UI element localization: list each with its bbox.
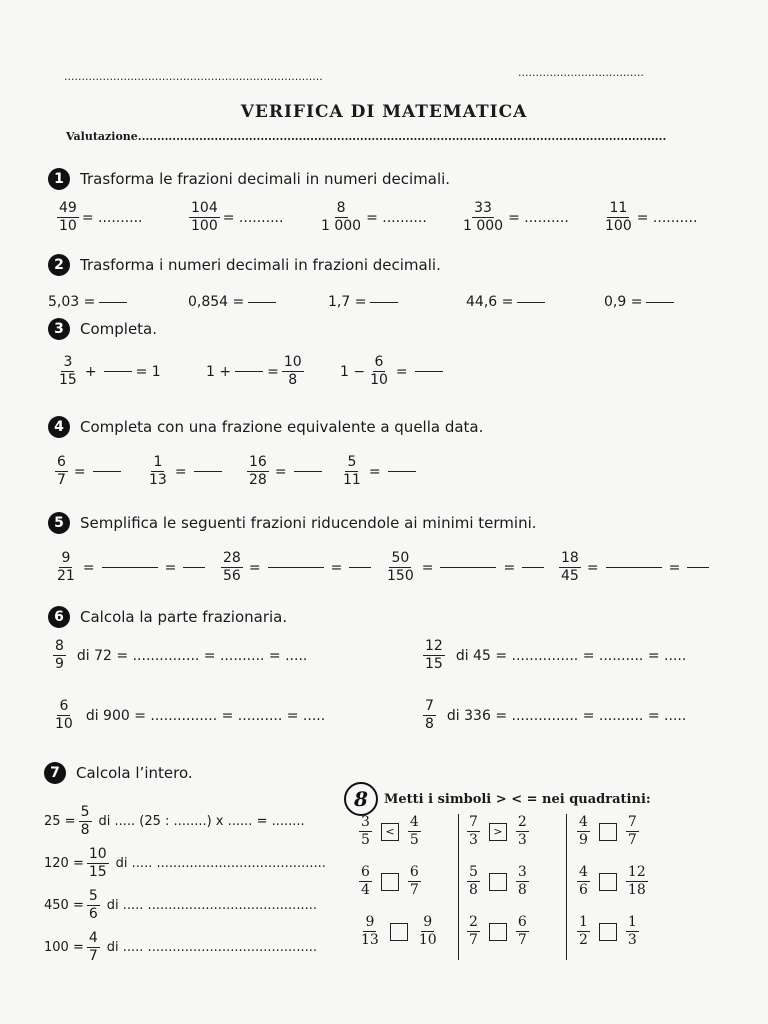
- fraction: $\frac{16}{28}$: [249, 454, 267, 488]
- name-dots[interactable]: ..........................................................................: [64, 70, 323, 83]
- fraction: $\frac{9}{10}$: [418, 914, 437, 948]
- comparison-item: [356, 864, 424, 899]
- fraction: $\frac{4}{6}$: [579, 864, 588, 898]
- answer-line: [194, 471, 222, 472]
- symbol-box[interactable]: [489, 873, 507, 891]
- fraction: $\frac{4}{9}$: [579, 814, 588, 848]
- ex5-item-1[interactable]: $\frac{9}{21}$ = =: [52, 550, 209, 585]
- ex2-instruction: Trasforma i numeri decimali in frazioni decimali.: [80, 256, 441, 274]
- answer-line: [522, 567, 544, 568]
- ex1-item-3[interactable]: [316, 200, 427, 235]
- fraction: $\frac{49}{10}$: [59, 200, 77, 234]
- grid-divider: [566, 814, 567, 960]
- ex2-number: 2: [48, 254, 70, 276]
- fraction: $\frac{28}{56}$: [223, 550, 241, 584]
- answer-line: [235, 371, 263, 372]
- fraction: $\frac{10}{15}$: [88, 846, 107, 880]
- fraction: $\frac{7}{7}$: [627, 814, 637, 848]
- fraction: $\frac{6}{4}$: [361, 864, 370, 898]
- comparison-item: [356, 814, 424, 849]
- ex1-item-4[interactable]: [458, 200, 569, 235]
- fraction: $\frac{1}{2}$: [579, 914, 588, 948]
- fraction: $\frac{9}{13}$: [361, 914, 379, 948]
- ex7-row-4[interactable]: 100 = $\frac{4}{7}$ di ..... .........................................: [44, 930, 317, 964]
- ex8-number: 8: [344, 782, 378, 816]
- comparison-item: [464, 914, 532, 949]
- fraction: $\frac{5}{6}$: [88, 888, 98, 922]
- comparison-item: [464, 814, 532, 849]
- comparison-item: [574, 914, 642, 949]
- answer-line: [248, 302, 276, 303]
- ex1-instruction: Trasforma le frazioni decimali in numeri decimali.: [80, 170, 451, 188]
- answer-dots: = ..........: [222, 209, 284, 226]
- ex1-item-1[interactable]: [54, 200, 143, 235]
- ex7-row-3[interactable]: 450 = $\frac{5}{6}$ di ..... .........................................: [44, 888, 317, 922]
- fraction: $\frac{4}{7}$: [88, 930, 98, 964]
- answer-line: [102, 567, 158, 568]
- fraction: $\frac{1}{13}$: [149, 454, 167, 488]
- fraction: $\frac{6}{7}$: [517, 914, 527, 948]
- ex5-number: 5: [48, 512, 70, 534]
- ex2-item-5[interactable]: 0,9 =: [604, 294, 678, 310]
- symbol-box[interactable]: [489, 923, 507, 941]
- ex3-item-a[interactable]: $\frac{3}{15}$ + = 1: [59, 354, 161, 388]
- fraction: $\frac{3}{8}$: [517, 864, 527, 898]
- answer-dots: = ..........: [636, 209, 698, 226]
- fraction: $\frac{9}{21}$: [57, 550, 75, 584]
- ex2-item-1[interactable]: 5,03 =: [48, 294, 131, 310]
- ex6-instruction: Calcola la parte frazionaria.: [80, 608, 288, 626]
- fraction: $\frac{3}{5}$: [361, 814, 370, 848]
- valutazione-line: Valutazione..........................................................................................................................................: [66, 130, 667, 143]
- fraction: $\frac{33}{1 000}$: [463, 200, 504, 234]
- ex8-instruction: Metti i simboli > < = nei quadratini:: [384, 791, 651, 807]
- comparison-item: [574, 864, 651, 899]
- answer-line: [183, 567, 205, 568]
- ex2-item-4[interactable]: 44,6 =: [466, 294, 549, 310]
- ex7-number: 7: [44, 762, 66, 784]
- ex4-item-4[interactable]: $\frac{5}{11}$ =: [338, 454, 420, 489]
- answer-line: [388, 471, 416, 472]
- fraction: $\frac{7}{8}$: [425, 698, 434, 732]
- answer-line: [268, 567, 324, 568]
- answer-line: [606, 567, 662, 568]
- fraction: $\frac{6}{10}$: [370, 354, 388, 388]
- symbol-box[interactable]: [381, 873, 399, 891]
- fraction: $\frac{12}{18}$: [627, 864, 646, 898]
- date-dots[interactable]: ....................................: [518, 66, 644, 79]
- symbol-box[interactable]: [599, 873, 617, 891]
- comparison-item: [574, 814, 642, 849]
- fraction: $\frac{5}{8}$: [469, 864, 478, 898]
- answer-line: [646, 302, 674, 303]
- fraction: $\frac{6}{7}$: [57, 454, 66, 488]
- symbol-box[interactable]: [599, 923, 617, 941]
- fraction: $\frac{50}{150}$: [387, 550, 414, 584]
- ex3-header: [48, 318, 157, 340]
- ex4-item-3[interactable]: $\frac{16}{28}$ =: [244, 454, 326, 489]
- ex4-number: 4: [48, 416, 70, 438]
- fraction: $\frac{4}{5}$: [409, 814, 419, 848]
- fraction: $\frac{2}{3}$: [517, 814, 527, 848]
- ex4-item-1[interactable]: $\frac{6}{7}$ =: [52, 454, 125, 489]
- answer-line: [349, 567, 371, 568]
- ex3-number: 3: [48, 318, 70, 340]
- ex1-item-2[interactable]: [186, 200, 283, 235]
- fraction: $\frac{8}{9}$: [55, 638, 64, 672]
- ex5-header: [48, 512, 537, 534]
- ex8-header: [344, 782, 651, 816]
- fraction: $\frac{5}{11}$: [343, 454, 361, 488]
- answer-line: [99, 302, 127, 303]
- answer-line: [104, 371, 132, 372]
- ex7-row-1[interactable]: 25 = $\frac{5}{8}$ di ..... (25 : ........) x ...... = ........: [44, 804, 305, 838]
- ex4-header: [48, 416, 483, 438]
- ex3-item-c[interactable]: 1 − $\frac{6}{10}$ =: [340, 354, 447, 389]
- ex4-instruction: Completa con una frazione equivalente a quella data.: [80, 418, 484, 436]
- fraction: $\frac{10}{8}$: [283, 354, 302, 388]
- ex1-header: [48, 168, 450, 190]
- page-title: VERIFICA DI MATEMATICA: [240, 102, 528, 122]
- fraction: $\frac{3}{15}$: [59, 354, 77, 388]
- symbol-box[interactable]: [599, 823, 617, 841]
- fraction: $\frac{104}{100}$: [191, 200, 218, 234]
- comparison-item: [356, 914, 442, 949]
- grid-divider: [458, 814, 459, 960]
- answer-line: [294, 471, 322, 472]
- ex7-row-2[interactable]: 120 = $\frac{10}{15}$ di ..... .........................................: [44, 846, 326, 880]
- ex5-instruction: Semplifica le seguenti frazioni riducendole ai minimi termini.: [80, 514, 537, 532]
- fraction: $\frac{1}{3}$: [627, 914, 637, 948]
- answer-line: [440, 567, 496, 568]
- fraction: $\frac{11}{100}$: [605, 200, 632, 234]
- fraction: $\frac{18}{45}$: [561, 550, 579, 584]
- ex7-header: [44, 762, 193, 784]
- ex2-item-3[interactable]: 1,7 =: [328, 294, 402, 310]
- ex5-item-4[interactable]: $\frac{18}{45}$ = =: [556, 550, 713, 585]
- ex5-item-2[interactable]: $\frac{28}{56}$ = =: [218, 550, 375, 585]
- ex6-item-1[interactable]: $\frac{8}{9}$ di 72 = ............... = .......... = .....: [55, 638, 308, 672]
- fraction: $\frac{7}{3}$: [469, 814, 478, 848]
- ex6-item-4[interactable]: $\frac{7}{8}$ di 336 = ............... = .......... = .....: [425, 698, 687, 732]
- fraction: $\frac{2}{7}$: [469, 914, 478, 948]
- ex6-header: [48, 606, 287, 628]
- ex7-instruction: Calcola l’intero.: [76, 764, 193, 782]
- fraction: $\frac{6}{7}$: [409, 864, 419, 898]
- answer-line: [687, 567, 709, 568]
- ex6-item-3[interactable]: $\frac{6}{10}$ di 900 = ............... = .......... = .....: [55, 698, 326, 732]
- answer-dots: = ..........: [508, 209, 569, 226]
- fraction: $\frac{6}{10}$: [55, 698, 73, 732]
- fraction: $\frac{5}{8}$: [80, 804, 90, 838]
- answer-line: [93, 471, 121, 472]
- symbol-box[interactable]: <: [381, 823, 399, 841]
- ex5-item-3[interactable]: $\frac{50}{150}$ = =: [382, 550, 548, 585]
- ex2-header: [48, 254, 441, 276]
- fraction: $\frac{8}{1 000}$: [321, 200, 362, 234]
- ex6-number: 6: [48, 606, 70, 628]
- ex1-item-5[interactable]: [600, 200, 697, 235]
- comparison-item: [464, 864, 532, 899]
- answer-line: [517, 302, 545, 303]
- answer-dots: = ..........: [366, 209, 427, 226]
- ex6-item-2[interactable]: $\frac{12}{15}$ di 45 = ............... = .......... = .....: [425, 638, 687, 672]
- symbol-box[interactable]: [390, 923, 408, 941]
- ex2-item-2[interactable]: 0,854 =: [188, 294, 280, 310]
- comparison-grid: [356, 814, 676, 960]
- answer-dots: = ..........: [81, 209, 143, 226]
- ex1-number: 1: [48, 168, 70, 190]
- ex4-item-2[interactable]: $\frac{1}{13}$ =: [144, 454, 226, 489]
- symbol-box[interactable]: >: [489, 823, 507, 841]
- ex3-instruction: Completa.: [80, 320, 158, 338]
- answer-line: [370, 302, 398, 303]
- ex3-item-b[interactable]: 1 + = $\frac{10}{8}$: [206, 354, 302, 388]
- fraction: $\frac{12}{15}$: [425, 638, 443, 672]
- answer-line: [415, 371, 443, 372]
